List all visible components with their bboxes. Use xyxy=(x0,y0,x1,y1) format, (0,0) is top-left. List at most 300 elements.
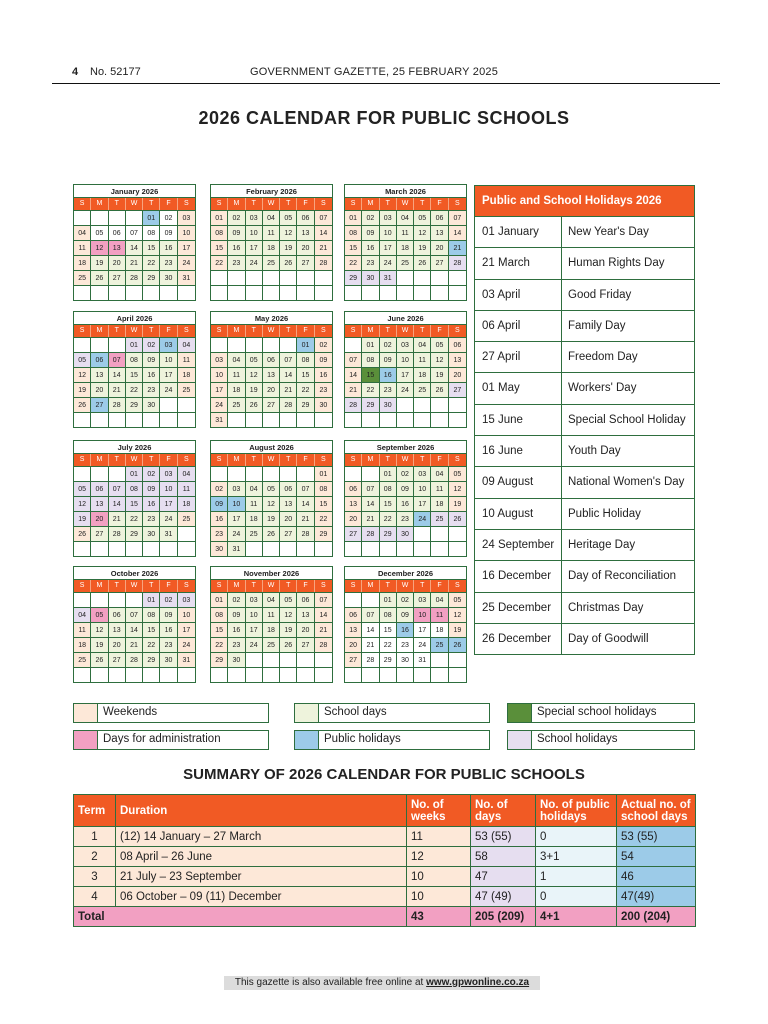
calendar-empty-cell xyxy=(280,541,297,556)
calendar-day: 25 xyxy=(263,255,280,270)
calendar-day: 10 xyxy=(414,481,431,496)
calendar-day: 18 xyxy=(178,367,195,382)
calendar-day: 17 xyxy=(414,622,431,637)
holiday-date: 24 September xyxy=(475,530,562,560)
legend-label: School holidays xyxy=(537,733,618,745)
calendar-day: 13 xyxy=(431,225,448,240)
legend-school-holidays xyxy=(507,730,695,750)
summary-cell-term: 2 xyxy=(74,847,116,867)
calendar-day: 25 xyxy=(74,270,91,285)
calendar-day: 23 xyxy=(211,526,228,541)
calendar-day: 16 xyxy=(397,496,414,511)
calendar-day: 07 xyxy=(345,352,362,367)
calendar-empty-cell xyxy=(126,667,143,682)
holiday-row xyxy=(475,310,694,341)
day-header: T xyxy=(414,198,431,210)
calendar-empty-cell xyxy=(263,667,280,682)
calendar-day: 24 xyxy=(246,255,263,270)
calendar-empty-cell xyxy=(315,285,332,300)
calendar-empty-cell xyxy=(211,285,228,300)
calendar-day: 22 xyxy=(211,255,228,270)
calendar-empty-cell xyxy=(345,285,362,300)
calendar-empty-cell xyxy=(246,652,263,667)
calendar-empty-cell xyxy=(74,541,91,556)
day-header: S xyxy=(211,198,228,210)
calendar-day: 04 xyxy=(431,592,448,607)
calendar-empty-cell xyxy=(109,541,126,556)
summary-cell-duration: 06 October – 09 (11) December xyxy=(116,887,407,907)
calendar-day: 17 xyxy=(228,511,245,526)
holiday-name: Human Rights Day xyxy=(568,257,665,270)
calendar-empty-cell xyxy=(91,412,108,427)
calendar-day: 25 xyxy=(178,382,195,397)
calendar-day: 06 xyxy=(91,352,108,367)
calendar-day: 09 xyxy=(143,352,160,367)
day-header: S xyxy=(74,325,91,337)
calendar-empty-cell xyxy=(414,285,431,300)
calendar-day: 19 xyxy=(74,511,91,526)
calendar-empty-cell xyxy=(315,270,332,285)
summary-title: SUMMARY OF 2026 CALENDAR FOR PUBLIC SCHOOLS xyxy=(183,766,585,783)
header-actual: Actual no. of school days xyxy=(617,795,696,827)
calendar-empty-cell xyxy=(246,337,263,352)
calendar-empty-cell xyxy=(297,667,314,682)
calendar-empty-cell xyxy=(297,652,314,667)
calendar-day: 21 xyxy=(362,637,379,652)
day-header: W xyxy=(397,198,414,210)
calendar-day: 03 xyxy=(246,592,263,607)
calendar-day: 14 xyxy=(126,622,143,637)
holiday-name: Family Day xyxy=(568,319,626,332)
calendar-day: 24 xyxy=(246,637,263,652)
calendar-day: 17 xyxy=(246,240,263,255)
calendar-empty-cell xyxy=(160,541,177,556)
calendar-day: 31 xyxy=(414,652,431,667)
calendar-empty-cell xyxy=(74,285,91,300)
summary-total-row xyxy=(74,907,696,927)
summary-cell-actual: 47(49) xyxy=(617,887,696,907)
holiday-date: 27 April xyxy=(475,342,562,372)
calendar-day: 06 xyxy=(345,481,362,496)
day-header: W xyxy=(263,454,280,466)
calendar-empty-cell xyxy=(178,285,195,300)
summary-cell-duration: 21 July – 23 September xyxy=(116,867,407,887)
calendar-day: 24 xyxy=(228,526,245,541)
calendar-day: 30 xyxy=(397,526,414,541)
calendar-day: 27 xyxy=(109,270,126,285)
calendar-day: 09 xyxy=(397,481,414,496)
calendar-day: 30 xyxy=(380,397,397,412)
day-header: M xyxy=(91,454,108,466)
calendar-day: 31 xyxy=(160,526,177,541)
calendar-day: 02 xyxy=(143,337,160,352)
calendar-day: 04 xyxy=(246,481,263,496)
day-header: M xyxy=(228,325,245,337)
calendar-empty-cell xyxy=(109,412,126,427)
calendar-day: 02 xyxy=(211,481,228,496)
calendar-day: 30 xyxy=(143,526,160,541)
calendar-day: 25 xyxy=(74,652,91,667)
summary-cell-weeks: 10 xyxy=(407,887,471,907)
calendar-day: 25 xyxy=(263,637,280,652)
calendar-day: 27 xyxy=(263,397,280,412)
holiday-row xyxy=(475,341,694,372)
calendar-day: 02 xyxy=(315,337,332,352)
calendar-empty-cell xyxy=(362,285,379,300)
calendar-empty-cell xyxy=(160,285,177,300)
calendar-day: 11 xyxy=(246,496,263,511)
calendar-empty-cell xyxy=(449,667,466,682)
day-header: T xyxy=(414,580,431,592)
calendar-empty-cell xyxy=(228,667,245,682)
calendar-day: 27 xyxy=(91,397,108,412)
day-header: T xyxy=(380,325,397,337)
calendar-empty-cell xyxy=(315,667,332,682)
calendar-day: 09 xyxy=(211,496,228,511)
legend-admin-days xyxy=(73,730,269,750)
calendar-day: 13 xyxy=(91,367,108,382)
calendar-day: 29 xyxy=(297,397,314,412)
month-calendar xyxy=(344,440,467,557)
calendar-empty-cell xyxy=(91,285,108,300)
calendar-day: 12 xyxy=(280,607,297,622)
calendar-day: 08 xyxy=(126,481,143,496)
calendar-day: 14 xyxy=(280,367,297,382)
calendar-day: 12 xyxy=(280,225,297,240)
calendar-day: 07 xyxy=(280,352,297,367)
calendar-empty-cell xyxy=(297,285,314,300)
calendar-empty-cell xyxy=(362,541,379,556)
calendar-day: 28 xyxy=(315,255,332,270)
calendar-day: 10 xyxy=(414,607,431,622)
holiday-date: 21 March xyxy=(475,248,562,278)
calendar-empty-cell xyxy=(345,337,362,352)
calendar-day: 20 xyxy=(345,511,362,526)
calendar-day: 11 xyxy=(431,607,448,622)
calendar-empty-cell xyxy=(91,667,108,682)
calendar-day: 19 xyxy=(91,255,108,270)
calendar-day: 03 xyxy=(380,210,397,225)
calendar-day: 30 xyxy=(228,652,245,667)
day-header: T xyxy=(380,454,397,466)
calendar-day: 12 xyxy=(431,352,448,367)
day-header: T xyxy=(414,325,431,337)
calendar-day: 23 xyxy=(228,637,245,652)
calendar-day: 16 xyxy=(228,622,245,637)
calendar-day: 13 xyxy=(109,240,126,255)
calendar-empty-cell xyxy=(345,541,362,556)
calendar-day: 05 xyxy=(449,592,466,607)
day-header: S xyxy=(315,198,332,210)
calendar-day: 23 xyxy=(160,255,177,270)
calendar-empty-cell xyxy=(280,652,297,667)
day-header: T xyxy=(280,454,297,466)
header-days: No. of days xyxy=(471,795,536,827)
day-header: S xyxy=(449,198,466,210)
calendar-empty-cell xyxy=(397,667,414,682)
calendar-day: 31 xyxy=(228,541,245,556)
calendar-day: 23 xyxy=(143,511,160,526)
calendar-day: 19 xyxy=(246,382,263,397)
calendar-day: 03 xyxy=(246,210,263,225)
calendar-day: 08 xyxy=(362,352,379,367)
day-header: T xyxy=(143,198,160,210)
day-header: W xyxy=(263,580,280,592)
calendar-day: 14 xyxy=(109,496,126,511)
calendar-empty-cell xyxy=(362,667,379,682)
calendar-day: 23 xyxy=(228,255,245,270)
calendar-day: 25 xyxy=(414,382,431,397)
calendar-day: 09 xyxy=(362,225,379,240)
calendar-day: 12 xyxy=(449,481,466,496)
calendar-day: 20 xyxy=(431,240,448,255)
holiday-row xyxy=(475,623,694,654)
calendar-day: 16 xyxy=(143,496,160,511)
holiday-date: 03 April xyxy=(475,280,562,310)
calendar-empty-cell xyxy=(280,412,297,427)
calendar-day: 25 xyxy=(246,526,263,541)
calendar-empty-cell xyxy=(345,667,362,682)
calendar-day: 16 xyxy=(211,511,228,526)
holiday-name: Special School Holiday xyxy=(568,413,686,426)
calendar-day: 12 xyxy=(74,367,91,382)
calendar-day: 11 xyxy=(74,622,91,637)
calendar-day: 10 xyxy=(178,607,195,622)
calendar-day: 30 xyxy=(160,652,177,667)
month-name: November 2026 xyxy=(211,567,332,580)
month-calendar xyxy=(344,311,467,428)
calendar-day: 29 xyxy=(380,652,397,667)
summary-cell-actual: 53 (55) xyxy=(617,827,696,847)
calendar-day: 04 xyxy=(74,607,91,622)
day-header: T xyxy=(246,454,263,466)
calendar-day: 19 xyxy=(74,382,91,397)
holiday-date: 10 August xyxy=(475,499,562,529)
calendar-day: 04 xyxy=(263,592,280,607)
calendar-day: 07 xyxy=(109,352,126,367)
calendar-day: 21 xyxy=(315,240,332,255)
holiday-name: New Year's Day xyxy=(568,226,649,238)
summary-cell-duration: (12) 14 January – 27 March xyxy=(116,827,407,847)
calendar-day: 13 xyxy=(297,607,314,622)
calendar-day: 15 xyxy=(297,367,314,382)
month-calendar xyxy=(73,440,196,557)
calendar-day: 04 xyxy=(263,210,280,225)
calendar-empty-cell xyxy=(126,210,143,225)
calendar-day: 18 xyxy=(246,511,263,526)
calendar-day: 16 xyxy=(228,240,245,255)
holiday-row xyxy=(475,466,694,497)
calendar-day: 30 xyxy=(211,541,228,556)
total-cell-days: 205 (209) xyxy=(471,907,536,927)
calendar-day: 17 xyxy=(414,496,431,511)
calendar-day: 26 xyxy=(280,637,297,652)
calendar-day: 19 xyxy=(280,622,297,637)
calendar-day: 11 xyxy=(397,225,414,240)
calendar-day: 23 xyxy=(380,382,397,397)
calendar-day: 20 xyxy=(297,622,314,637)
calendar-day: 06 xyxy=(431,210,448,225)
month-calendar xyxy=(73,184,196,301)
day-header: F xyxy=(160,198,177,210)
holiday-name: Heritage Day xyxy=(568,538,636,551)
holidays-table xyxy=(474,185,695,655)
day-header: T xyxy=(280,580,297,592)
month-name: August 2026 xyxy=(211,441,332,454)
footer-link[interactable]: www.gpwonline.co.za xyxy=(426,977,530,988)
calendar-day: 16 xyxy=(362,240,379,255)
calendar-empty-cell xyxy=(315,541,332,556)
month-name: February 2026 xyxy=(211,185,332,198)
holiday-name: Day of Goodwill xyxy=(568,632,649,645)
holiday-row xyxy=(475,529,694,560)
calendar-day: 14 xyxy=(315,607,332,622)
calendar-day: 26 xyxy=(414,255,431,270)
calendar-day: 11 xyxy=(228,367,245,382)
day-header: M xyxy=(362,454,379,466)
calendar-day: 03 xyxy=(211,352,228,367)
calendar-empty-cell xyxy=(431,652,448,667)
day-header: T xyxy=(246,580,263,592)
calendar-day: 05 xyxy=(414,210,431,225)
calendar-empty-cell xyxy=(297,466,314,481)
day-header: T xyxy=(109,454,126,466)
calendar-day: 02 xyxy=(160,592,177,607)
calendar-day: 03 xyxy=(228,481,245,496)
month-name: June 2026 xyxy=(345,312,466,325)
calendar-day: 05 xyxy=(449,466,466,481)
special-holidays-swatch xyxy=(508,704,532,722)
calendar-day: 14 xyxy=(362,622,379,637)
legend-weekends xyxy=(73,703,269,723)
day-header: W xyxy=(397,454,414,466)
calendar-day: 16 xyxy=(143,367,160,382)
school-holidays-swatch xyxy=(508,731,532,749)
calendar-empty-cell xyxy=(228,337,245,352)
calendar-empty-cell xyxy=(280,466,297,481)
summary-cell-public: 0 xyxy=(536,887,617,907)
day-header: S xyxy=(178,454,195,466)
calendar-day: 25 xyxy=(178,511,195,526)
calendar-day: 11 xyxy=(178,352,195,367)
calendar-day: 25 xyxy=(397,255,414,270)
day-header: S xyxy=(345,325,362,337)
calendar-day: 13 xyxy=(280,496,297,511)
holiday-name: Day of Reconciliation xyxy=(568,570,677,583)
day-header: M xyxy=(91,325,108,337)
calendar-day: 06 xyxy=(297,210,314,225)
month-name: April 2026 xyxy=(74,312,195,325)
calendar-day: 04 xyxy=(431,466,448,481)
holiday-row xyxy=(475,592,694,623)
summary-cell-weeks: 11 xyxy=(407,827,471,847)
calendar-empty-cell xyxy=(297,412,314,427)
legend-label: School days xyxy=(324,706,387,718)
calendar-day: 19 xyxy=(449,496,466,511)
day-header: T xyxy=(380,198,397,210)
legend-public-holidays xyxy=(294,730,490,750)
calendar-day: 15 xyxy=(315,496,332,511)
holiday-date: 01 May xyxy=(475,373,562,403)
calendar-day: 26 xyxy=(449,511,466,526)
calendar-empty-cell xyxy=(74,466,91,481)
calendar-empty-cell xyxy=(228,270,245,285)
calendar-day: 02 xyxy=(362,210,379,225)
calendar-day: 22 xyxy=(126,511,143,526)
summary-cell-days: 53 (55) xyxy=(471,827,536,847)
calendar-day: 16 xyxy=(160,240,177,255)
calendar-day: 09 xyxy=(315,352,332,367)
calendar-empty-cell xyxy=(414,270,431,285)
calendar-day: 28 xyxy=(297,526,314,541)
calendar-empty-cell xyxy=(109,210,126,225)
calendar-day: 21 xyxy=(126,637,143,652)
calendar-empty-cell xyxy=(362,592,379,607)
calendar-day: 17 xyxy=(160,367,177,382)
calendar-empty-cell xyxy=(380,667,397,682)
day-header: S xyxy=(178,325,195,337)
calendar-day: 28 xyxy=(126,270,143,285)
public-holidays-swatch xyxy=(295,731,319,749)
holiday-date: 15 June xyxy=(475,405,562,435)
holiday-row xyxy=(475,247,694,278)
calendar-day: 19 xyxy=(91,637,108,652)
calendar-empty-cell xyxy=(126,592,143,607)
holiday-row xyxy=(475,216,694,247)
calendar-empty-cell xyxy=(91,541,108,556)
calendar-day: 02 xyxy=(397,466,414,481)
total-cell-weeks: 43 xyxy=(407,907,471,927)
calendar-day: 26 xyxy=(74,397,91,412)
calendar-day: 23 xyxy=(397,637,414,652)
day-header: F xyxy=(431,580,448,592)
calendar-day: 08 xyxy=(143,607,160,622)
summary-row xyxy=(74,827,696,847)
calendar-day: 10 xyxy=(397,352,414,367)
calendar-day: 19 xyxy=(263,511,280,526)
calendar-day: 20 xyxy=(109,637,126,652)
day-header: T xyxy=(109,325,126,337)
calendar-day: 21 xyxy=(109,511,126,526)
calendar-day: 08 xyxy=(211,225,228,240)
calendar-empty-cell xyxy=(246,412,263,427)
summary-cell-days: 47 (49) xyxy=(471,887,536,907)
calendar-empty-cell xyxy=(449,526,466,541)
summary-cell-public: 3+1 xyxy=(536,847,617,867)
calendar-day: 13 xyxy=(263,367,280,382)
calendar-day: 24 xyxy=(160,511,177,526)
calendar-day: 01 xyxy=(211,592,228,607)
calendar-day: 01 xyxy=(126,466,143,481)
calendar-day: 25 xyxy=(431,511,448,526)
day-header: S xyxy=(211,454,228,466)
calendar-day: 08 xyxy=(380,481,397,496)
calendar-day: 26 xyxy=(91,652,108,667)
calendar-empty-cell xyxy=(362,412,379,427)
calendar-day: 05 xyxy=(91,607,108,622)
footer-text: This gazette is also available free online at xyxy=(234,977,427,988)
legend-label: Public holidays xyxy=(324,733,401,745)
calendar-day: 21 xyxy=(345,382,362,397)
calendar-empty-cell xyxy=(246,667,263,682)
total-cell-public: 4+1 xyxy=(536,907,617,927)
day-header: T xyxy=(380,580,397,592)
calendar-empty-cell xyxy=(297,270,314,285)
calendar-day: 08 xyxy=(345,225,362,240)
calendar-day: 28 xyxy=(109,397,126,412)
calendar-day: 26 xyxy=(263,526,280,541)
calendar-day: 21 xyxy=(109,382,126,397)
